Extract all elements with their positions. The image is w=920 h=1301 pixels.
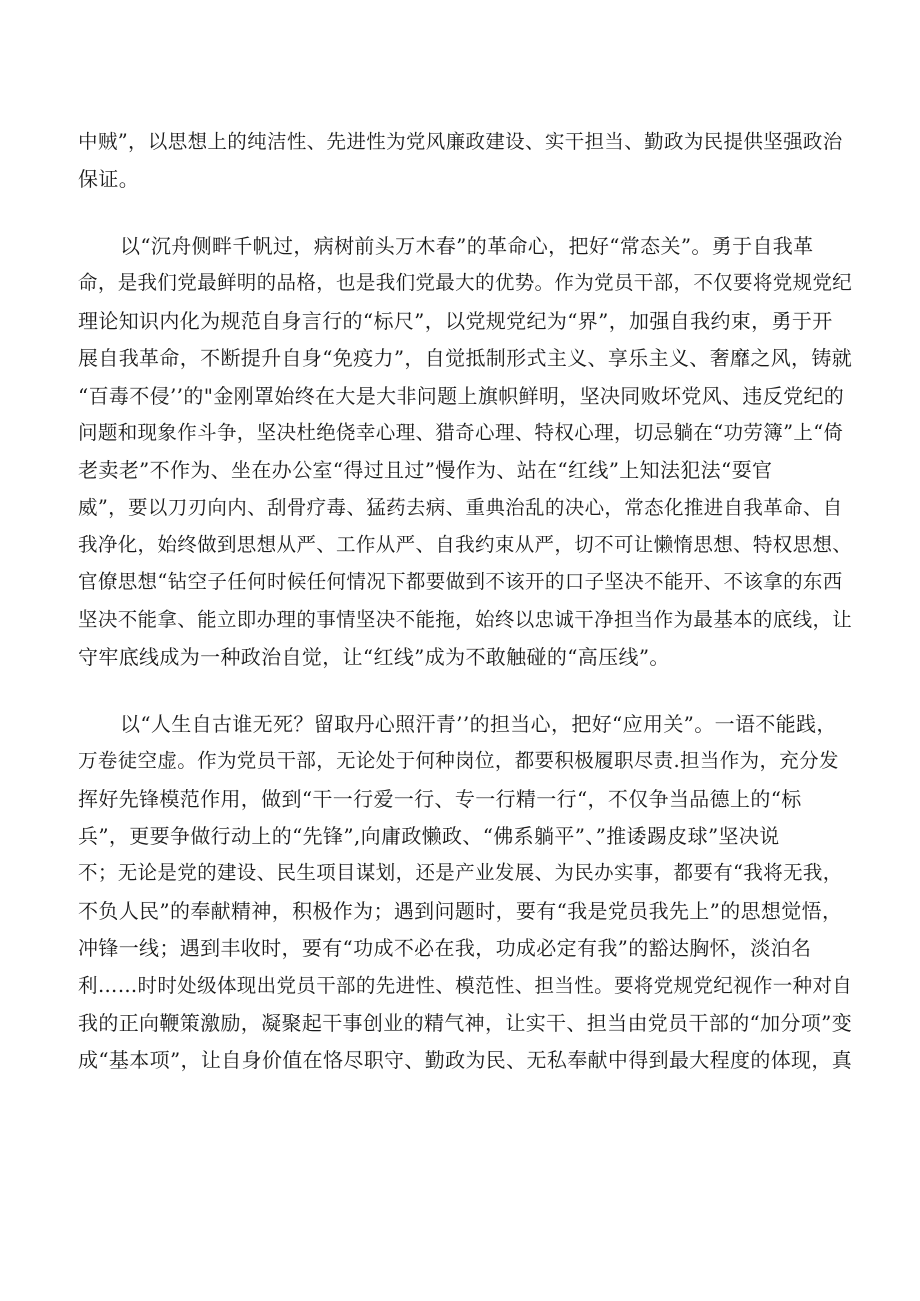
text-line: 万卷徒空虚。作为党员干部，无论处于何种岗位，都要积极履职尽责.担当作为，充分发 xyxy=(78,749,839,772)
text-line: 中贼”，以思想上的纯洁性、先进性为党风廉政建设、实干担当、勤政为民提供坚强政治 xyxy=(78,130,843,153)
text-line: 问题和现象作斗争，坚决杜绝侥幸心理、猎奇心理、特权心理，切忌躺在“功劳簿”上“倚 xyxy=(78,421,844,444)
text-line: 威”，要以刀刃向内、刮骨疗毒、猛药去病、重典治乱的决心，常态化推进自我革命、自 xyxy=(78,496,843,519)
text-line: 以“人生自古谁无死？留取丹心照汗青’’的担当心，把好“应用关”。一语不能践， xyxy=(120,712,837,736)
text-line: 理论知识内化为规范自身言行的“标尺”，以党规党纪为“界”，加强自我约束，勇于开 xyxy=(78,309,833,333)
text-line: 不负人民”的奉献精神，积极作为；遇到问题时，要有“我是党员我先上”的思想觉悟， xyxy=(78,899,843,923)
text-line: 展自我革命，不断提升自身“免疫力”，自觉抵制形式主义、享乐主义、奢靡之风，铸就 xyxy=(78,346,853,370)
text-line: 利……时时处级体现出党员干部的先进性、模范性、担当性。要将党规党纪视作一种对自 xyxy=(78,974,853,997)
text-line: 不；无论是党的建设、民生项目谋划，还是产业发展、为民办实事，都要有“我将无我， xyxy=(78,861,843,884)
text-line: 坚决不能拿、能立即办理的事情坚决不能拖，始终以忠诚干净担当作为最基本的底线，让 xyxy=(78,608,853,631)
text-line: 成“基本项”，让自身价值在恪尽职守、勤政为民、无私奉献中得到最大程度的体现，真 xyxy=(78,1048,853,1072)
text-line: 挥好先锋模范作用，做到“干一行爱一行、专一行精一行“，不仅争当品德上的“标 xyxy=(78,787,802,811)
text-line: 我净化，始终做到思想从严、工作从严、自我约束从严，切不可让懒惰思想、特权思想、 xyxy=(78,533,853,556)
text-line: 官僚思想“钻空子任何时候任何情况下都要做到不该开的口子坚决不能开、不该拿的东西 xyxy=(78,570,843,593)
text-line: 命，是我们党最鲜明的品格，也是我们党最大的优势。作为党员干部，不仅要将党规党纪 xyxy=(78,271,853,294)
text-line: 保证。 xyxy=(78,167,140,191)
text-line: 冲锋一线；遇到丰收时，要有“功成不必在我，功成必定有我”的豁达胸怀，淡泊名 xyxy=(78,936,812,960)
text-line: “百毒不侵’’的"金刚罩始终在大是大非问题上旗帜鲜明，坚决同败坏党风、违反党纪的 xyxy=(78,384,845,408)
text-line: 守牢底线成为一种政治自觉，让“红线”成为不敢触碰的“高压线”。 xyxy=(78,645,670,669)
text-line: 以“沉舟侧畔千帆过，病树前头万木春”的革命心，把好“常态关”。勇于自我革 xyxy=(120,234,814,258)
text-line: 兵”，更要争做行动上的“先锋”,向庸政懒政、“佛系躺平”、”推诿踢皮球”坚决说 xyxy=(78,824,780,848)
text-line: 老卖老”不作为、坐在办公室“得过且过”慢作为、站在“红线”上知法犯法“耍官 xyxy=(78,458,773,482)
text-line: 我的正向鞭策激励，凝聚起干事创业的精气神，让实干、担当由党员干部的“加分项”变 xyxy=(78,1011,853,1035)
